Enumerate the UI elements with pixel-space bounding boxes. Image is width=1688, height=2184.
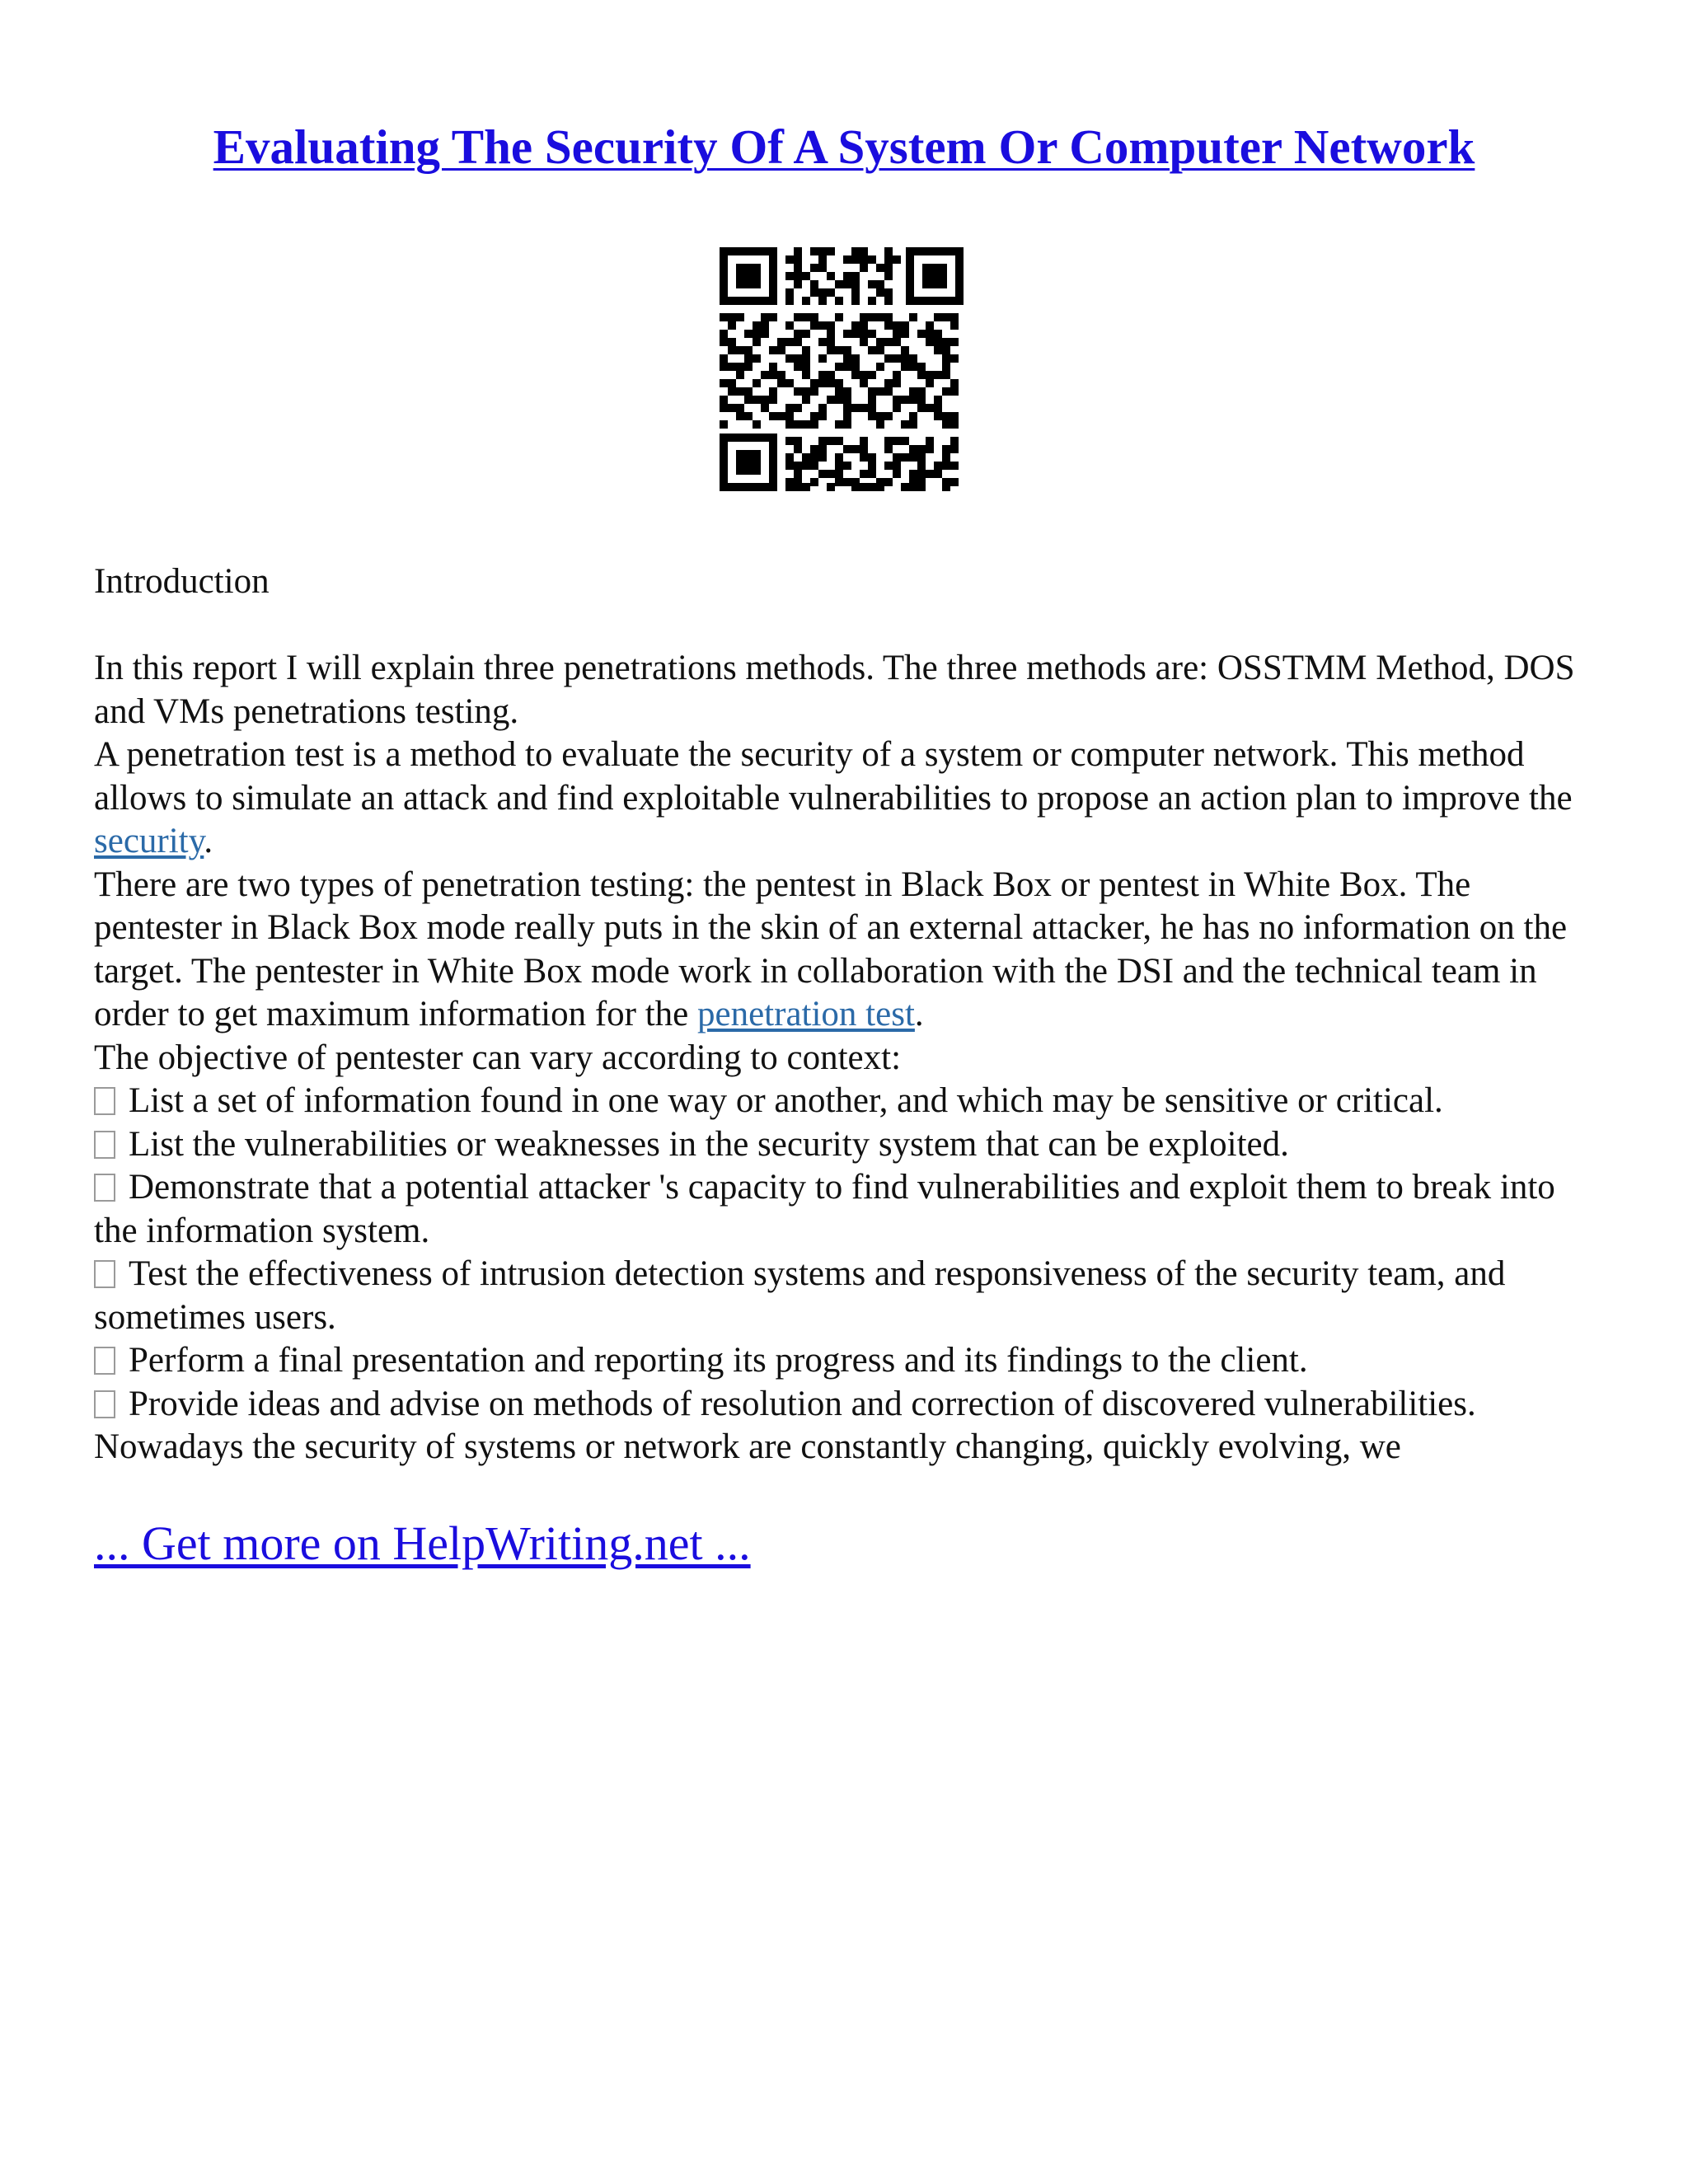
list-item-text: List a set of information found in one way or another, and which may be sensitive or critical.	[129, 1081, 1443, 1120]
qr-code-graphic	[720, 247, 964, 491]
paragraph-2	[94, 733, 1602, 864]
list-item-text: Perform a final presentation and reporting its progress and its findings to the client.	[129, 1341, 1308, 1380]
title-link[interactable]: Evaluating The Security Of A System Or Computer Network	[213, 120, 1475, 174]
security-link[interactable]: security	[94, 822, 204, 860]
list-item	[94, 1383, 1602, 1427]
paragraph-spacer	[94, 604, 1602, 648]
paragraph-1: In this report I will explain three penetrations methods. The three methods are: OSSTMM Method, DOS and VMs penetrations testing.	[94, 649, 1575, 731]
paragraph-3-text: There are two types of penetration testing: the pentest in Black Box or pentest in White Box. The pentester in Black Box mode really puts in the skin of an external attacker, he has no information on the target. The pentester in White Box mode work in collaboration with the DSI and the technical team in order to get maximum information for the	[94, 865, 1568, 1033]
list-item-text: List the vulnerabilities or weaknesses in the security system that can be exploited.	[129, 1124, 1289, 1164]
paragraph-3	[94, 864, 1602, 1037]
bullet-box-icon	[94, 1174, 115, 1202]
list-item-text: Test the effectiveness of intrusion detection systems and responsiveness of the security team, and sometimes users.	[94, 1254, 1506, 1337]
list-item	[94, 1166, 1602, 1253]
qr-code	[720, 247, 964, 491]
bullet-box-icon	[94, 1131, 115, 1159]
bullet-box-icon	[94, 1347, 115, 1375]
bullet-box-icon	[94, 1390, 115, 1418]
list-item-text: Provide ideas and advise on methods of resolution and correction of discovered vulnerabilities.	[129, 1384, 1476, 1423]
list-item	[94, 1123, 1602, 1167]
document-body	[94, 560, 1602, 1469]
document-title	[0, 114, 1688, 180]
bullet-box-icon	[94, 1260, 115, 1288]
closing-line: Nowadays the security of systems or network are constantly changing, quickly evolving, we	[94, 1427, 1401, 1466]
list-item	[94, 1253, 1602, 1339]
penetration-test-link[interactable]: penetration test	[697, 995, 915, 1033]
paragraph-2-end: .	[204, 822, 213, 860]
get-more-link-container	[94, 1515, 751, 1572]
paragraph-2-text: A penetration test is a method to evaluate the security of a system or computer network. This method allows to simulate an attack and find exploitable vulnerabilities to propose an action plan to improve the	[94, 735, 1573, 818]
intro-heading: Introduction	[94, 562, 270, 601]
paragraph-3-end: .	[914, 995, 924, 1033]
list-item	[94, 1339, 1602, 1383]
objective-intro: The objective of pentester can vary according to context:	[94, 1038, 902, 1077]
list-item	[94, 1080, 1602, 1123]
get-more-link[interactable]: ... Get more on HelpWriting.net ...	[94, 1516, 751, 1570]
list-item-text: Demonstrate that a potential attacker 's capacity to find vulnerabilities and exploit them to break into the information system.	[94, 1168, 1555, 1250]
bullet-box-icon	[94, 1087, 115, 1115]
